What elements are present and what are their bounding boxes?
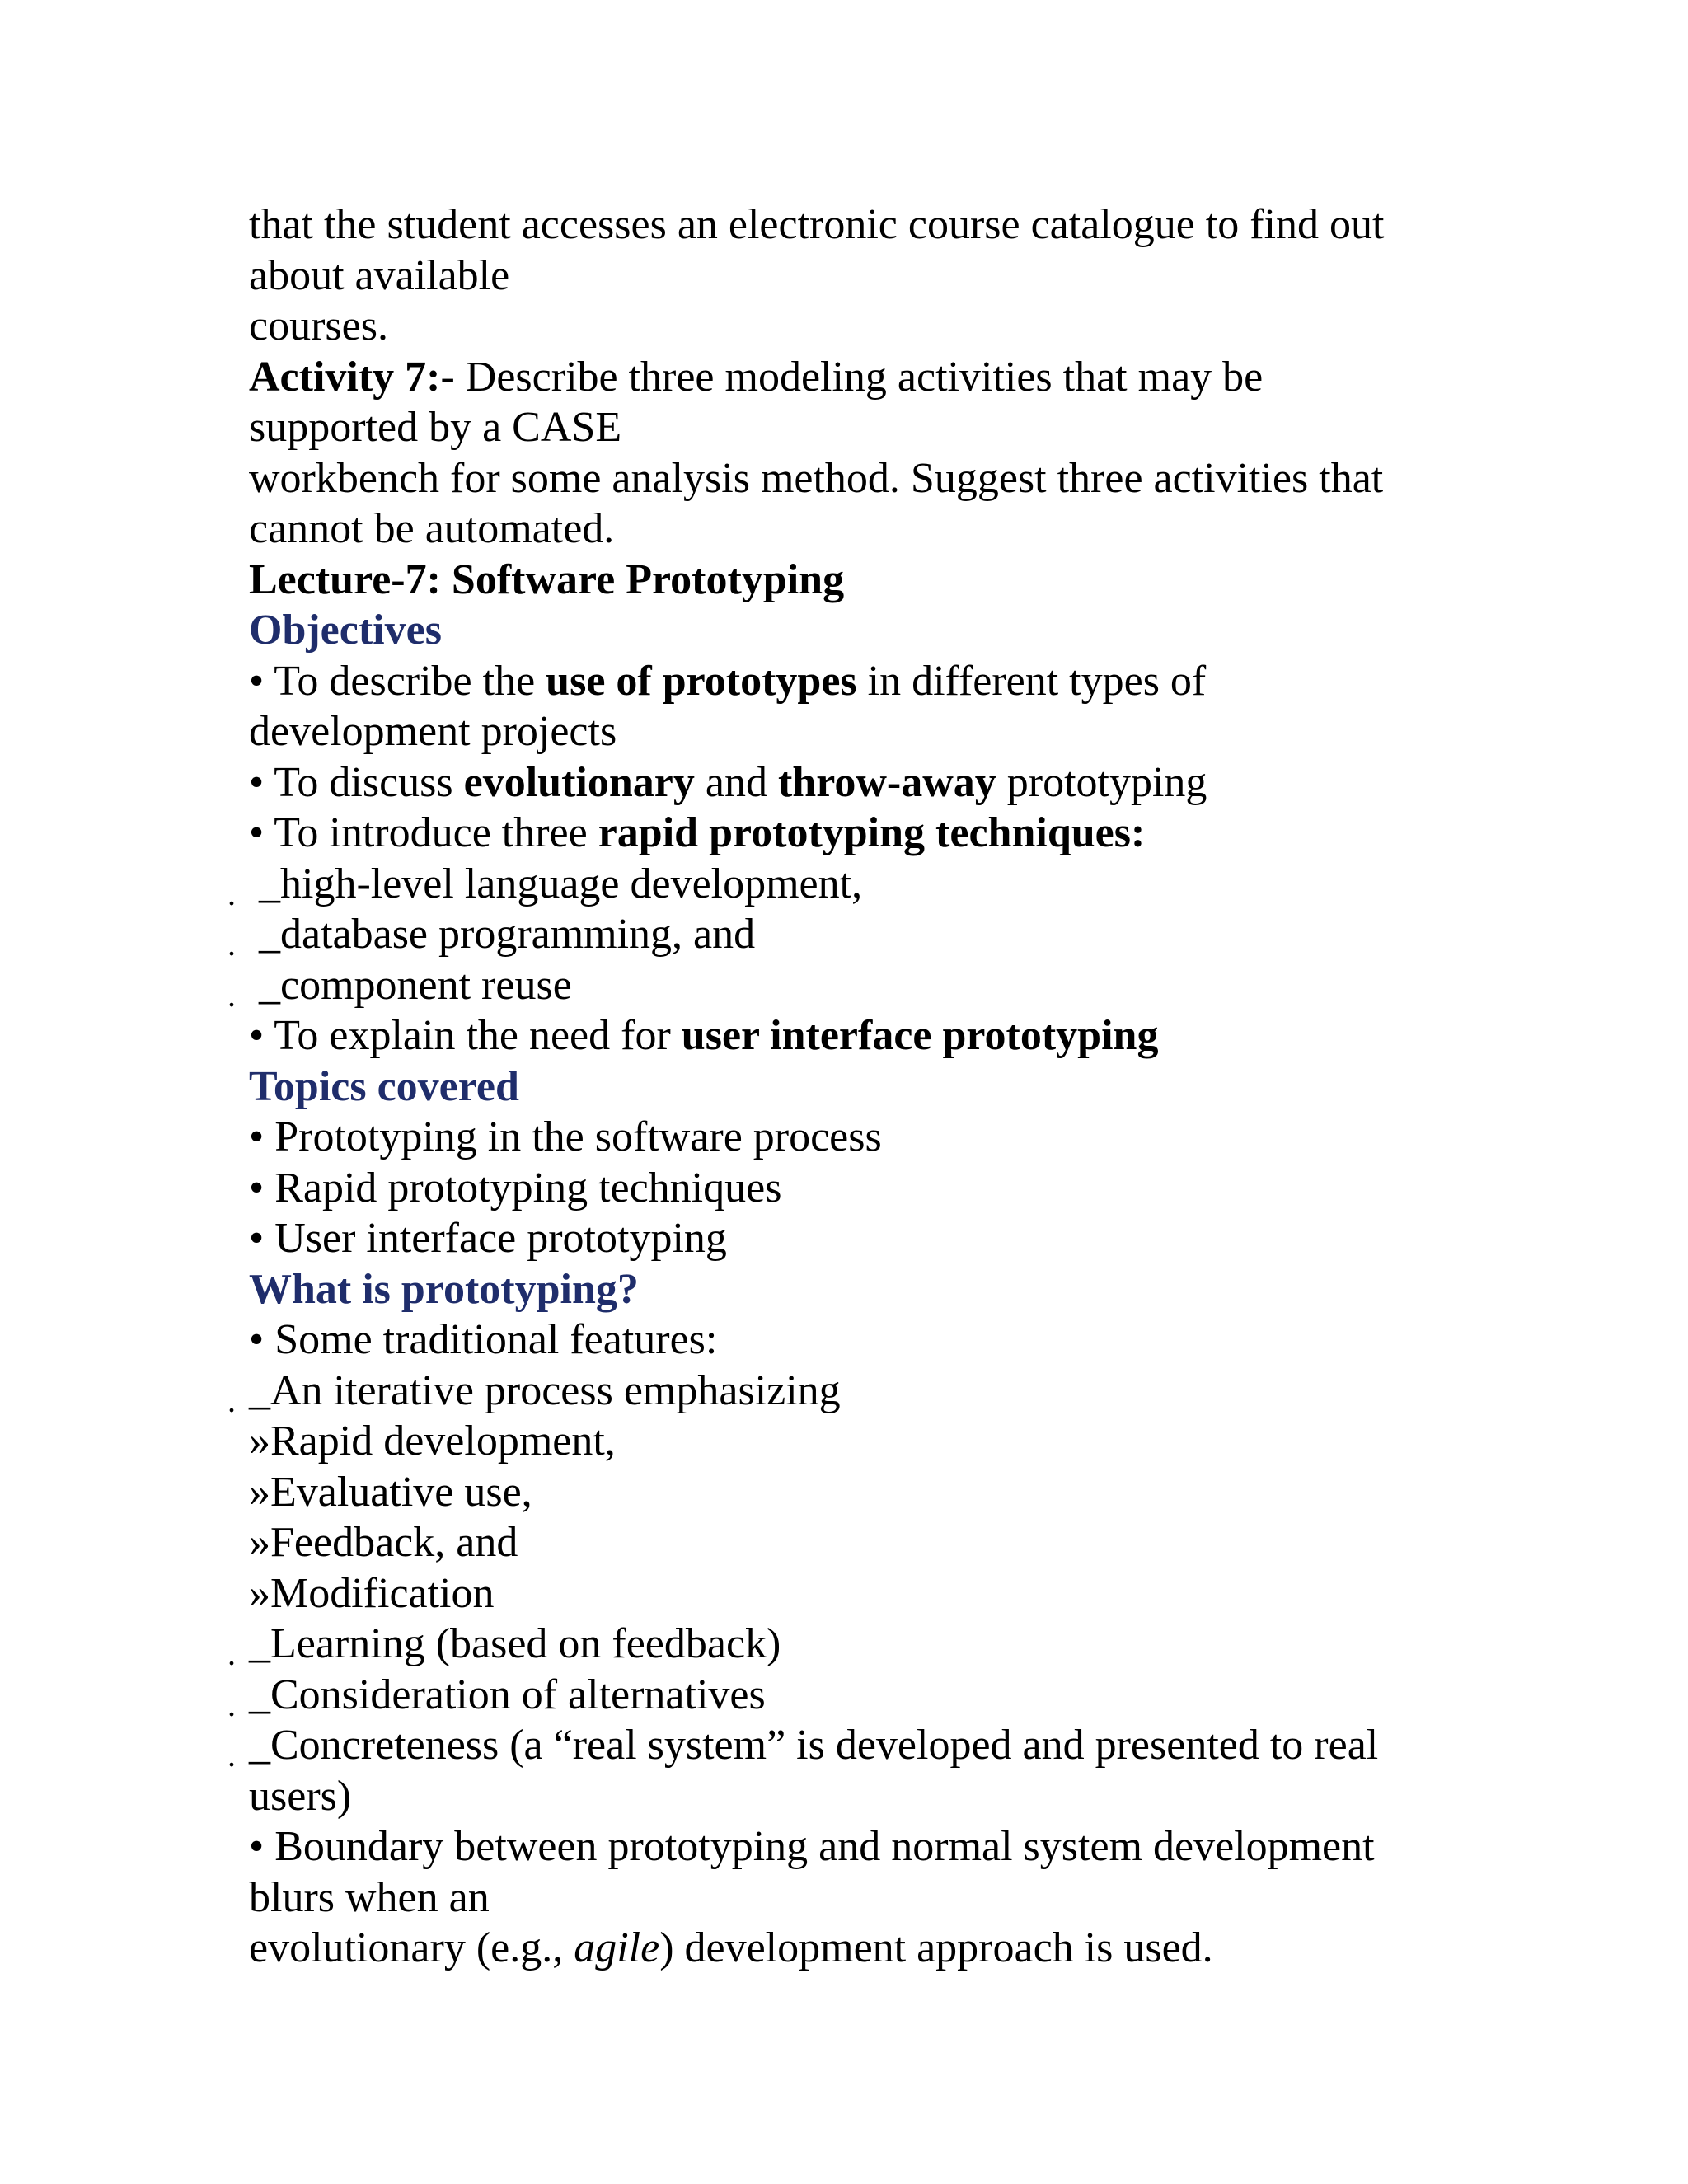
dot-marker: .: [227, 926, 236, 963]
objective-text: • To discuss: [249, 758, 464, 806]
dot-marker: .: [227, 1736, 236, 1774]
objective-text: in different types of: [856, 657, 1207, 705]
dot-marker: .: [227, 976, 236, 1014]
dot-marker: .: [227, 1685, 236, 1723]
objectives-heading: Objectives: [249, 607, 442, 654]
lecture-title: Lecture-7: Software Prototyping: [249, 555, 845, 603]
objective-item: [249, 808, 1436, 859]
objective-emphasis: use of prototypes: [546, 657, 857, 705]
text-span: evolutionary (e.g.,: [249, 1924, 574, 1971]
objective-item: [249, 757, 1436, 808]
objective-text: • To describe the: [249, 657, 546, 705]
sub-item: [227, 1619, 1436, 1672]
text-line: • Boundary between prototyping and normal system development: [249, 1823, 1375, 1870]
text-line: • Some traditional features:: [249, 1316, 718, 1363]
text-line: about available: [249, 251, 510, 299]
text-line: »Evaluative use,: [249, 1468, 532, 1516]
text-line: supported by a CASE: [249, 404, 622, 451]
objective-text: prototyping: [996, 758, 1207, 806]
text-line: blurs when an: [249, 1873, 490, 1921]
objective-emphasis: user interface prototyping: [681, 1012, 1159, 1059]
sub-item: [227, 909, 1436, 963]
sub-item: [227, 859, 1436, 912]
sub-item: [227, 960, 1436, 1014]
text-italic: agile: [574, 1924, 660, 1971]
sub-item-text: _database programming, and: [259, 911, 756, 958]
sub-item-text: _Learning (based on feedback): [249, 1620, 781, 1667]
text-line: courses.: [249, 302, 388, 349]
sub-item: [227, 1670, 1436, 1723]
text-span: ) development approach is used.: [659, 1924, 1213, 1971]
sub-item: [227, 1366, 1436, 1419]
sub-item-text: _component reuse: [259, 961, 572, 1009]
sub-item-text: _Concreteness (a “real system” is developed and presented to real: [249, 1722, 1379, 1769]
sub-item: [227, 1720, 1436, 1774]
dot-marker: .: [227, 1381, 236, 1419]
activity-text: Describe three modeling activities that may be: [454, 353, 1264, 401]
text-line: users): [249, 1772, 352, 1820]
objective-text: • To explain the need for: [249, 1012, 682, 1059]
text-line: development projects: [249, 708, 617, 755]
objective-text: and: [694, 758, 778, 806]
text-line: cannot be automated.: [249, 505, 615, 552]
topic-item: • Prototyping in the software process: [249, 1113, 882, 1160]
text-line: [249, 1923, 1436, 1974]
objective-item: [249, 656, 1436, 707]
objective-item: [249, 1010, 1436, 1062]
text-line: that the student accesses an electronic course catalogue to find out: [249, 201, 1385, 248]
topics-heading: Topics covered: [249, 1062, 519, 1110]
text-line: »Feedback, and: [249, 1519, 518, 1566]
sub-item-text: _An iterative process emphasizing: [249, 1366, 841, 1414]
document-page: [227, 199, 1436, 1974]
text-line: »Rapid development,: [249, 1418, 616, 1465]
activity-line: [249, 352, 1436, 403]
topic-item: • Rapid prototyping techniques: [249, 1164, 782, 1212]
sub-item-text: _Consideration of alternatives: [249, 1671, 766, 1718]
text-line: »Modification: [249, 1569, 495, 1617]
dot-marker: .: [227, 1635, 236, 1672]
dot-marker: .: [227, 874, 236, 912]
objective-text: • To introduce three: [249, 809, 598, 856]
objective-emphasis: throw-away: [777, 758, 996, 806]
text-line: workbench for some analysis method. Suggest three activities that: [249, 454, 1384, 502]
objective-emphasis: rapid prototyping techniques:: [598, 809, 1146, 856]
activity-label: Activity 7:-: [249, 353, 455, 401]
objective-emphasis: evolutionary: [463, 758, 695, 806]
topic-item: • User interface prototyping: [249, 1215, 727, 1262]
what-is-prototyping-heading: What is prototyping?: [249, 1265, 639, 1313]
sub-item-text: _high-level language development,: [259, 860, 863, 907]
